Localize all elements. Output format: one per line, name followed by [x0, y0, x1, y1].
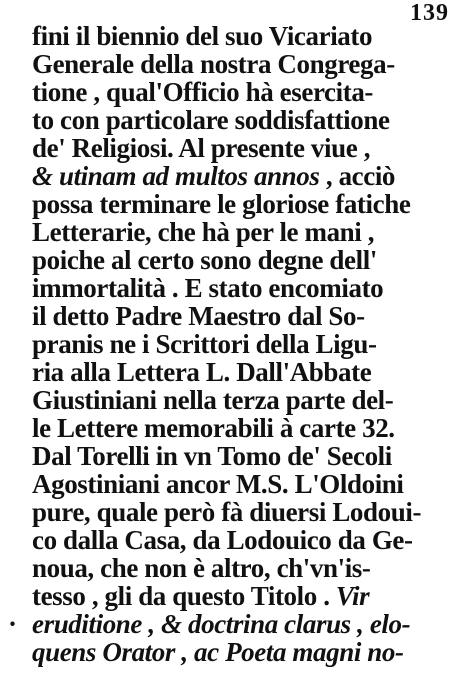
text-line — [8, 609, 444, 639]
text-line — [32, 638, 444, 666]
italic-phrase: & utinam ad multos annos — [32, 161, 320, 191]
text-line — [32, 526, 444, 554]
line-text: noua, che non è altro, ch'vn'is- — [32, 553, 371, 583]
line-text: ria alla Lettera L. Dall'Abbate — [32, 357, 372, 387]
line-text: pure, quale però fà diuersi Lodoui- — [32, 497, 422, 527]
line-text: le Lettere memorabili à carte 32. — [32, 413, 395, 443]
text-line — [32, 22, 444, 50]
line-text: Generale della nostra Congrega- — [32, 49, 395, 79]
text-line — [32, 414, 444, 442]
italic-phrase: eruditione , & doctrina clarus , elo- — [32, 609, 411, 639]
line-text: to con particolare soddisfattione — [32, 105, 390, 135]
text-line — [32, 190, 444, 218]
italic-phrase: quens Orator , ac Poeta magni no- — [32, 637, 404, 667]
italic-phrase: Vir — [335, 581, 370, 611]
line-text: poiche al certo sono degne dell' — [32, 245, 377, 275]
line-text: Letterarie, che hà per le mani , — [32, 217, 375, 247]
line-text: Agostiniani ancor M.S. L'Oldoini — [32, 469, 404, 499]
line-text: Giustiniani nella terza parte del- — [32, 385, 394, 415]
text-line — [32, 554, 444, 582]
line-text: pranis ne i Scrittori della Ligu- — [32, 329, 377, 359]
margin-mark: · — [8, 609, 17, 639]
text-line — [32, 442, 444, 470]
line-text: de' Religiosi. Al presente viue , — [32, 133, 371, 163]
text-line — [32, 358, 444, 386]
line-text: tione , qual'Officio hà esercita- — [32, 77, 374, 107]
text-line — [32, 498, 444, 526]
line-text: tesso , gli da questo Titolo . — [32, 581, 336, 611]
text-line — [32, 134, 444, 162]
text-line — [32, 470, 444, 498]
line-text: co dalla Casa, da Lodouico da Ge- — [32, 525, 413, 555]
text-line — [32, 78, 444, 106]
line-text: immortalità . E stato encomiato — [32, 273, 384, 303]
text-line — [32, 274, 444, 302]
text-line — [32, 246, 444, 274]
line-text: possa terminare le gloriose fatiche — [32, 189, 411, 219]
text-line — [32, 50, 444, 78]
text-line — [32, 330, 444, 358]
text-line — [32, 582, 444, 610]
text-line — [32, 302, 444, 330]
line-text: , acciò — [319, 161, 396, 191]
body-text — [8, 21, 444, 667]
page-number: 139 — [410, 0, 449, 26]
line-text: il detto Padre Maestro dal So- — [32, 301, 365, 331]
text-line — [32, 218, 444, 246]
line-text: Dal Torelli in vn Tomo de' Secoli — [32, 441, 392, 471]
text-line — [32, 106, 444, 134]
line-text: fini il biennio del suo Vicariato — [32, 21, 373, 51]
text-line — [32, 162, 444, 190]
text-line — [32, 386, 444, 414]
